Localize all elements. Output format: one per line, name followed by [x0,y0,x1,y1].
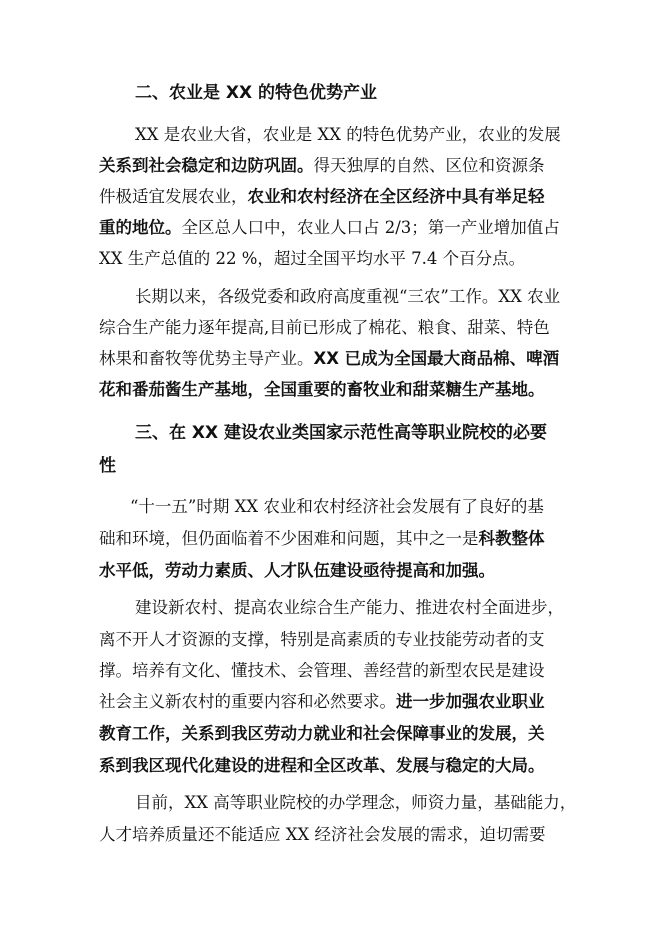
p1-line-3 [99,187,545,207]
p2-line-1: 长期以来，各级党委和政府高度重视“三农”工作。XX 农业 [135,287,561,306]
p3-line-2 [99,529,545,549]
p1-line-2 [99,156,545,176]
section-heading-3-cont: 性 [99,456,116,476]
p2-line-3 [99,349,559,369]
p4-text: 社会主义新农村的重要内容和必然要求。 [99,692,396,711]
p4-line-2: 离不开人才资源的支撑，特别是高素质的专业技能劳动者的支 [99,630,545,649]
p3-line-1: “十一五”时期 XX 农业和农村经济社会发展有了良好的基 [130,497,544,516]
p2-bold-text: XX 已成为全国最大商品棉、啤酒 [313,349,560,368]
p3-line-3: 水平低，劳动力素质、人才队伍建设亟待提高和加强。 [99,561,495,580]
p1-text: 件极适宜发展农业， [99,187,248,206]
p1-line-1: XX 是农业大省，农业是 XX 的特色优势产业，农业的发展 [135,125,561,144]
p3-text: 础和环境，但仍面临着不少困难和问题，其中之一是 [99,529,479,548]
p3-bold-text: 科教整体 [478,529,545,548]
p1-line-4 [99,218,560,238]
p1-text: 得天独厚的自然、区位和资源条 [313,156,545,175]
section-heading-3: 三、在 XX 建设农业类国家示范性高等职业院校的必要 [135,423,548,443]
p4-line-1: 建设新农村、提高农业综合生产能力、推进农村全面进步， [135,598,564,617]
p2-text: 林果和畜牧等优势主导产业。 [99,349,314,368]
p1-bold-text: 重的地位。 [99,218,182,237]
p4-bold-text: 进一步加强农业职业 [396,692,545,711]
p2-line-2: 综合生产能力逐年提高,目前已形成了棉花、粮食、甜菜、特色 [99,318,550,337]
p4-line-3: 撑。培养有文化、懂技术、会管理、善经营的新型农民是建设 [99,661,545,680]
p4-line-5: 教育工作，关系到我区劳动力就业和社会保障事业的发展，关 [99,724,545,743]
section-heading-2: 二、农业是 XX 的特色优势产业 [135,83,378,103]
p4-line-4 [99,692,545,712]
p4-line-6: 系到我区现代化建设的进程和全区改革、发展与稳定的大局。 [99,756,545,775]
p1-bold-text: 关系到社会稳定和边防巩固。 [99,156,314,175]
p1-line-5: XX 生产总值的 22 %，超过全国平均水平 7.4 个百分点。 [99,249,526,268]
p5-line-1: 目前，XX 高等职业院校的办学理念，师资力量，基础能力， [135,793,577,812]
p1-bold-text: 农业和农村经济在全区经济中具有举足轻 [247,187,545,206]
p5-line-2: 人才培养质量还不能适应 XX 经济社会发展的需求，迫切需要 [99,825,546,844]
p2-line-4: 花和番茄酱生产基地，全国重要的畜牧业和甜菜糖生产基地。 [99,380,545,399]
p1-text: 全区总人口中，农业人口占 2/3；第一产业增加值占 [181,218,560,237]
